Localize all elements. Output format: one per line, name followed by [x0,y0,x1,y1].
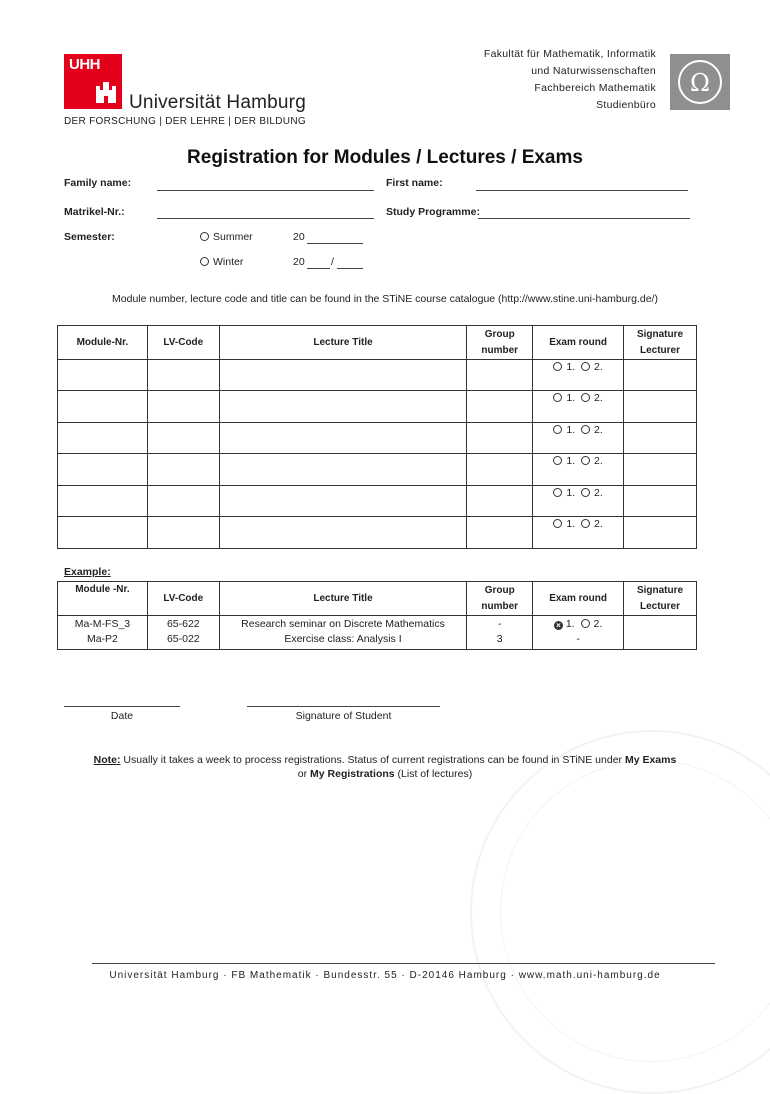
date-field[interactable] [64,706,180,707]
lv-code-cell[interactable] [147,486,219,517]
faculty-line: Fakultät für Mathematik, Informatik [483,48,656,60]
faculty-line: Fachbereich Mathematik [534,82,656,94]
radio-icon[interactable] [581,519,590,528]
col-group-line2: number [481,344,519,356]
col-signature [624,326,697,360]
col-signature-line2: Lecturer [640,344,681,356]
radio-icon[interactable] [581,488,590,497]
family-name-field[interactable] [157,190,374,191]
radio-icon[interactable] [553,488,562,497]
study-programme-label: Study Programme: [386,206,480,218]
note-suffix: (List of lectures) [394,768,473,780]
family-name-label: Family name: [64,177,132,189]
group-cell: - [467,616,533,633]
signature-cell[interactable] [624,517,697,549]
round-2-label: 2. [593,618,603,631]
exam-round-cell [533,454,624,486]
summer-year-field[interactable] [307,243,363,244]
example-header-row [58,582,697,616]
col-signature-line1: Signature [636,328,684,340]
study-programme-field[interactable] [478,218,690,219]
col-exam-round: Exam round [533,582,624,616]
round-1-label: 1. [566,424,576,436]
round-2-label: 2. [594,487,603,499]
title-cell[interactable] [219,517,467,549]
semester-summer-option[interactable] [200,231,253,243]
group-cell[interactable] [467,486,533,517]
round-2-label: 2. [594,361,603,373]
round-1-label: 1. [566,487,576,499]
radio-icon[interactable] [581,425,590,434]
exam-round-cell [533,616,624,633]
col-module: Module-Nr. [58,326,148,360]
title-cell: Exercise class: Analysis I [219,633,467,650]
registration-table [57,325,697,549]
signature-cell[interactable] [624,391,697,423]
lv-code-cell: 65-022 [147,633,219,650]
round-2-label: 2. [594,455,603,467]
castle-icon [94,80,118,104]
form-title: Registration for Modules / Lectures / Exams [187,147,583,168]
note-or: or [297,768,311,780]
signature-cell[interactable] [624,423,697,454]
col-lv-code: LV-Code [147,582,219,616]
group-cell[interactable] [467,391,533,423]
lv-code-cell[interactable] [147,454,219,486]
lv-code-cell[interactable] [147,360,219,391]
example-table [57,581,697,650]
summer-label: Summer [213,231,253,243]
col-lecture-title: Lecture Title [219,582,467,616]
title-cell[interactable] [219,486,467,517]
round-2-label: 2. [594,424,603,436]
exam-round-cell [533,423,624,454]
module-cell[interactable] [58,391,148,423]
winter-label: Winter [213,256,244,268]
round-1-label: 1. [566,361,576,373]
table-row [58,486,697,517]
module-cell[interactable] [58,486,148,517]
checked-radio-icon: × [554,621,563,630]
round-2-label: 2. [594,518,603,530]
module-cell[interactable] [58,454,148,486]
round-1-label: 1. [565,618,575,631]
lv-code-cell: 65-622 [147,616,219,633]
note-my-registrations: My Registrations [310,768,395,780]
matrikel-field[interactable] [157,218,374,219]
radio-icon[interactable] [581,393,590,402]
module-cell[interactable] [58,423,148,454]
exam-round-cell [533,517,624,549]
footer-address: Universität Hamburg · FB Mathematik · Bundesstr. 55 · D-20146 Hamburg · www.math.uni-hamburg.de [109,970,661,981]
omega-seal-icon [670,54,730,110]
winter-year-prefix: 20 [293,256,305,268]
semester-winter-option[interactable] [200,256,243,268]
col-group [467,326,533,360]
student-signature-field[interactable] [247,706,440,707]
svg-text:Ω: Ω [690,69,710,97]
col-exam-round: Exam round [533,326,624,360]
title-cell[interactable] [219,360,467,391]
footer-divider [92,963,715,964]
col-group-line1: Group [484,328,515,340]
round-2-label: 2. [594,392,603,404]
col-signature-line2: Lecturer [640,600,681,612]
note-line-2 [0,767,770,781]
radio-icon[interactable] [553,425,562,434]
radio-icon[interactable] [581,456,590,465]
table-row [58,423,697,454]
table-row [58,360,697,391]
summer-year-prefix: 20 [293,231,305,243]
col-group-line1: Group [484,584,515,596]
round-1-label: 1. [566,455,576,467]
faculty-line: Studienbüro [596,99,656,111]
title-cell[interactable] [219,423,467,454]
col-module: Module -Nr. [58,582,148,616]
logo-text: UHH [69,56,100,73]
signature-cell[interactable] [624,454,697,486]
processing-note [0,753,770,781]
faculty-address [484,46,656,114]
winter-year-start-field[interactable] [307,268,330,269]
table-row [58,616,697,633]
first-name-label: First name: [386,177,443,189]
winter-slash: / [331,256,334,268]
exam-round-cell [533,360,624,391]
exam-round-cell [533,486,624,517]
note-prefix: Note: [93,754,121,766]
radio-icon [581,619,590,628]
col-group [467,582,533,616]
group-cell[interactable] [467,454,533,486]
signature-cell [624,633,697,650]
catalogue-note: Module number, lecture code and title can be found in the STiNE course catalogue (http://www.stine.uni-hamburg.de/) [112,293,658,305]
first-name-field[interactable] [476,190,688,191]
col-signature [624,582,697,616]
radio-icon[interactable] [553,393,562,402]
table-row [58,633,697,650]
module-cell: Ma-M-FS_3 [58,616,148,633]
title-cell: Research seminar on Discrete Mathematics [219,616,467,633]
lv-code-cell[interactable] [147,423,219,454]
faculty-line: und Naturwissenschaften [531,65,656,77]
university-logo [64,54,122,109]
radio-icon[interactable] [553,519,562,528]
note-text: Usually it takes a week to process registrations. Status of current registrations can be found in STiNE under [120,754,625,766]
university-name: Universität Hamburg [129,92,306,113]
module-cell[interactable] [58,360,148,391]
semester-label: Semester: [64,231,115,243]
exam-round-cell: - [533,633,624,650]
title-cell[interactable] [219,391,467,423]
group-cell[interactable] [467,360,533,391]
lv-code-cell[interactable] [147,391,219,423]
university-tagline: DER FORSCHUNG | DER LEHRE | DER BILDUNG [64,116,306,127]
radio-icon[interactable] [200,257,209,266]
table-row [58,391,697,423]
module-cell[interactable] [58,517,148,549]
student-signature-label: Signature of Student [295,710,392,722]
col-signature-line1: Signature [636,584,684,596]
note-my-exams: My Exams [624,754,677,766]
round-1-label: 1. [566,392,576,404]
col-lecture-title: Lecture Title [219,326,467,360]
table-row [58,517,697,549]
radio-icon[interactable] [581,362,590,371]
matrikel-label: Matrikel-Nr.: [64,206,125,218]
note-line-1 [0,753,770,767]
title-cell[interactable] [219,454,467,486]
signature-cell[interactable] [624,486,697,517]
group-cell[interactable] [467,423,533,454]
round-1-label: 1. [566,518,576,530]
date-label: Date [110,710,134,722]
radio-icon[interactable] [200,232,209,241]
math-seal-logo [670,54,730,110]
exam-round-cell [533,391,624,423]
example-label: Example: [64,566,111,578]
table-header-row [58,326,697,360]
col-lv-code: LV-Code [147,326,219,360]
col-group-line2: number [481,600,519,612]
lv-code-cell[interactable] [147,517,219,549]
group-cell[interactable] [467,517,533,549]
signature-cell [624,616,697,633]
module-cell: Ma-P2 [58,633,148,650]
radio-icon[interactable] [553,456,562,465]
table-row [58,454,697,486]
winter-year-end-field[interactable] [337,268,363,269]
group-cell: 3 [467,633,533,650]
signature-cell[interactable] [624,360,697,391]
radio-icon[interactable] [553,362,562,371]
